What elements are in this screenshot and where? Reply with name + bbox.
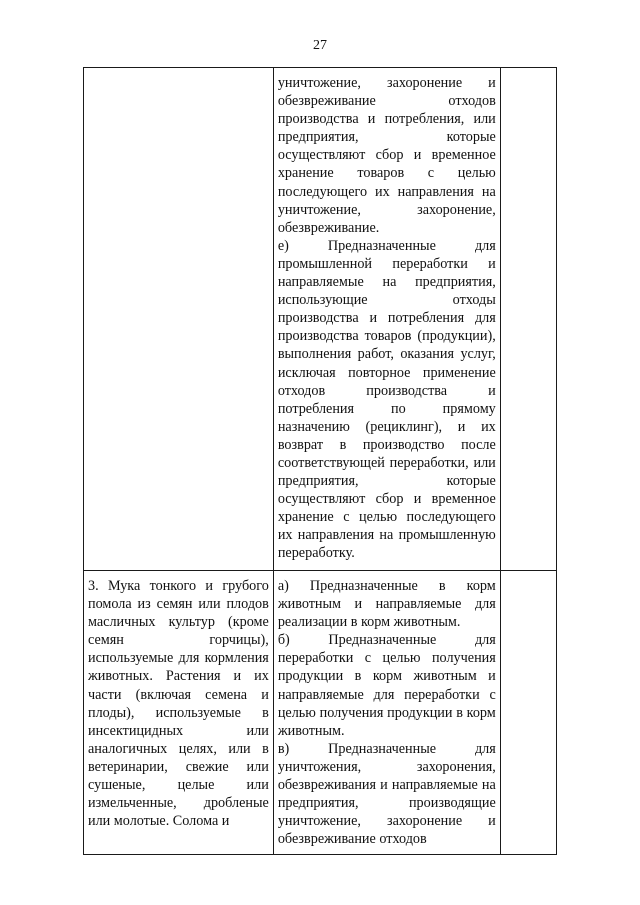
product-cell (84, 68, 274, 571)
regulation-table (83, 67, 557, 855)
notes-cell (500, 68, 556, 571)
page-number: 27 (313, 38, 327, 53)
purpose-paragraph: в) Предназначенные для уничтожения, захоронения, обезвреживания и направляемые на предприятия, производящие уничтожение, захоронение и обезвреживание отходов (277, 740, 496, 848)
purpose-paragraph: б) Предназначенные для переработки с целью получения продукции в корм животным и направляемые для переработки с целью получения продукции в корм животным. (277, 632, 496, 739)
table-row (84, 68, 557, 571)
notes-cell (500, 571, 556, 855)
product-cell: 3. Мука тонкого и грубого помола из семян или плодов масличных культур (кроме семян горчицы), используемые для кормления животных. Растения и их части (включая семена и плоды), используемые в инсектицидных или аналогичных целях, или в ветеринарии, свежие или сушеные, целые или измельченные, дробленые или молотые. Солома и (84, 571, 274, 855)
purpose-paragraph: а) Предназначенные в корм животным и направляемые для реализации в корм животным. (277, 578, 496, 631)
purpose-cell (273, 571, 500, 855)
purpose-cell (273, 68, 500, 571)
purpose-paragraph: уничтожение, захоронение и обезвреживание отходов производства и потребления, или предприятия, которые осуществляют сбор и временное хранение товаров с целью последующего их направления на уничтожение, захоронение, обезвреживание. (277, 75, 496, 236)
purpose-paragraph: е) Предназначенные для промышленной переработки и направляемые на предприятия, использующие отходы производства и потребления для производства товаров (продукции), выполнения работ, оказания услуг, исключая повторное применение отходов производства и потребления по прямому назначению (рециклинг), и их возврат в производство после соответствующей переработки, или предприятия, которые осуществляют сбор и временное хранение с целью последующего их направления на промышленную переработку. (277, 237, 496, 562)
table-row (84, 571, 557, 855)
